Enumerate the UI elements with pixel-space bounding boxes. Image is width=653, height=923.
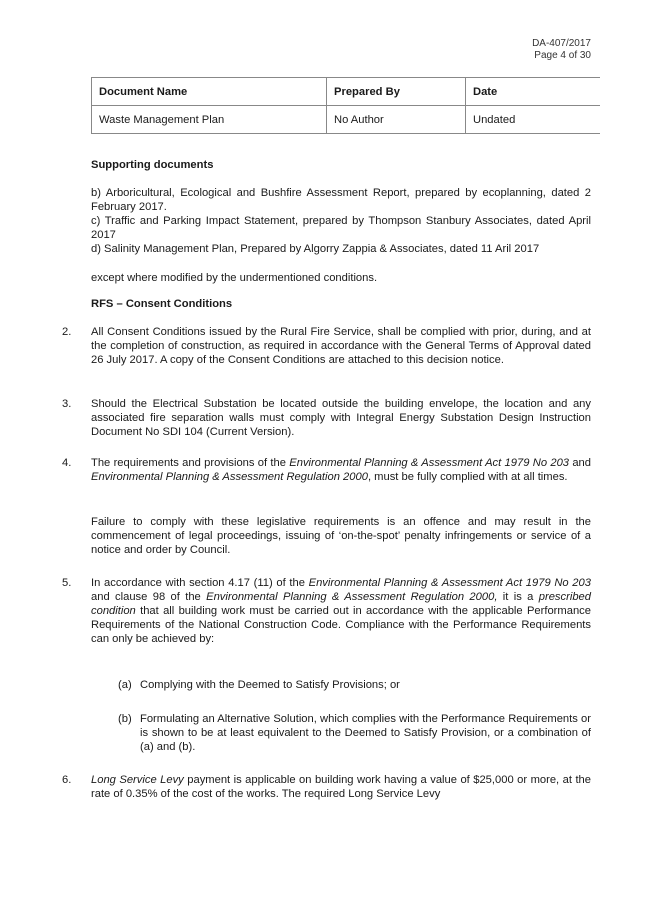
prescribed-condition-term: prescribed condition xyxy=(91,591,591,617)
option-text: Complying with the Deemed to Satisfy Provisions; or xyxy=(140,679,400,691)
option-label: (a) xyxy=(118,679,132,691)
rfs-heading: RFS – Consent Conditions xyxy=(91,298,233,310)
column-header: Document Name xyxy=(92,78,327,106)
column-header: Prepared By xyxy=(327,78,466,106)
condition-text: In accordance with section 4.17 (11) of the Environmental Planning & Assessment Act 1979 No 203 and clause 98 of the Environmental Planning & Assessment Regulation 2000, it is a prescribed condition that all building work must be carried out in accordance with the applicable Performance Requirements of the National Construction Code. Compliance with the Performance Requirements can only be achieved by: xyxy=(91,577,591,645)
table-row xyxy=(92,106,601,134)
condition-number: 5. xyxy=(62,577,72,589)
condition-text: All Consent Conditions issued by the Rural Fire Service, shall be complied with prior, during, and at the completion of construction, as required in accordance with the General Terms of Approval dated 26 July 2017. A copy of the Consent Conditions are attached to this decision notice. xyxy=(91,326,591,366)
condition-6 xyxy=(62,773,591,801)
condition-5-option-a xyxy=(118,678,591,692)
table-cell: Waste Management Plan xyxy=(92,106,327,134)
condition-text: Should the Electrical Substation be located outside the building envelope, the location and any associated fire separation walls must comply with Integral Energy Substation Design Instruction Document No SDI 104 (Current Version). xyxy=(91,398,591,438)
condition-number: 3. xyxy=(62,398,72,410)
option-text: Formulating an Alternative Solution, which complies with the Performance Requirements or is shown to be at least equivalent to the Deemed to Satisfy Provision, or a combination of (a) and (b). xyxy=(140,713,591,753)
option-label: (b) xyxy=(118,713,132,725)
except-clause: except where modified by the undermentioned conditions. xyxy=(91,272,378,284)
da-reference: DA-407/2017 xyxy=(532,38,591,49)
condition-4 xyxy=(62,456,591,484)
supporting-document-item: c) Traffic and Parking Impact Statement, prepared by Thompson Stanbury Associates, dated April 2017 xyxy=(91,215,591,241)
table-cell: Undated xyxy=(466,106,601,134)
condition-4-penalty-paragraph: Failure to comply with these legislative requirements is an offence and may result in the commencement of legal proceedings, issuing of ‘on-the-spot’ penalty infringements or service of a notice and order by Council. xyxy=(91,516,591,556)
condition-5 xyxy=(62,576,591,646)
supporting-documents-list xyxy=(91,186,591,256)
supporting-documents-heading: Supporting documents xyxy=(91,159,214,171)
column-header: Date xyxy=(466,78,601,106)
page-header xyxy=(532,38,591,62)
act-title: Environmental Planning & Assessment Act 1979 No 203 xyxy=(289,457,570,469)
table-cell: No Author xyxy=(327,106,466,134)
supporting-document-item: d) Salinity Management Plan, Prepared by Algorry Zappia & Associates, dated 11 Aril 2017 xyxy=(91,243,540,255)
condition-5-option-b xyxy=(118,712,591,754)
page-number: Page 4 of 30 xyxy=(534,50,591,61)
document-table xyxy=(91,77,600,134)
table-header-row xyxy=(92,78,601,106)
condition-3 xyxy=(62,397,591,439)
condition-number: 4. xyxy=(62,457,72,469)
condition-number: 2. xyxy=(62,326,72,338)
supporting-document-item: b) Arboricultural, Ecological and Bushfire Assessment Report, prepared by ecoplanning, dated 2 February 2017. xyxy=(91,187,591,213)
regulation-title: Environmental Planning & Assessment Regulation 2000, xyxy=(206,591,498,603)
regulation-title: Environmental Planning & Assessment Regulation 2000 xyxy=(91,471,368,483)
act-title: Environmental Planning & Assessment Act 1979 No 203 xyxy=(308,577,591,589)
condition-text: The requirements and provisions of the Environmental Planning & Assessment Act 1979 No 203 and Environmental Planning & Assessment Regulation 2000, must be fully complied with at all times. xyxy=(91,457,591,483)
long-service-levy-term: Long Service Levy xyxy=(91,774,184,786)
condition-number: 6. xyxy=(62,774,72,786)
condition-2 xyxy=(62,325,591,367)
condition-text: Long Service Levy payment is applicable on building work having a value of $25,000 or more, at the rate of 0.35% of the cost of the works. The required Long Service Levy xyxy=(91,774,591,800)
